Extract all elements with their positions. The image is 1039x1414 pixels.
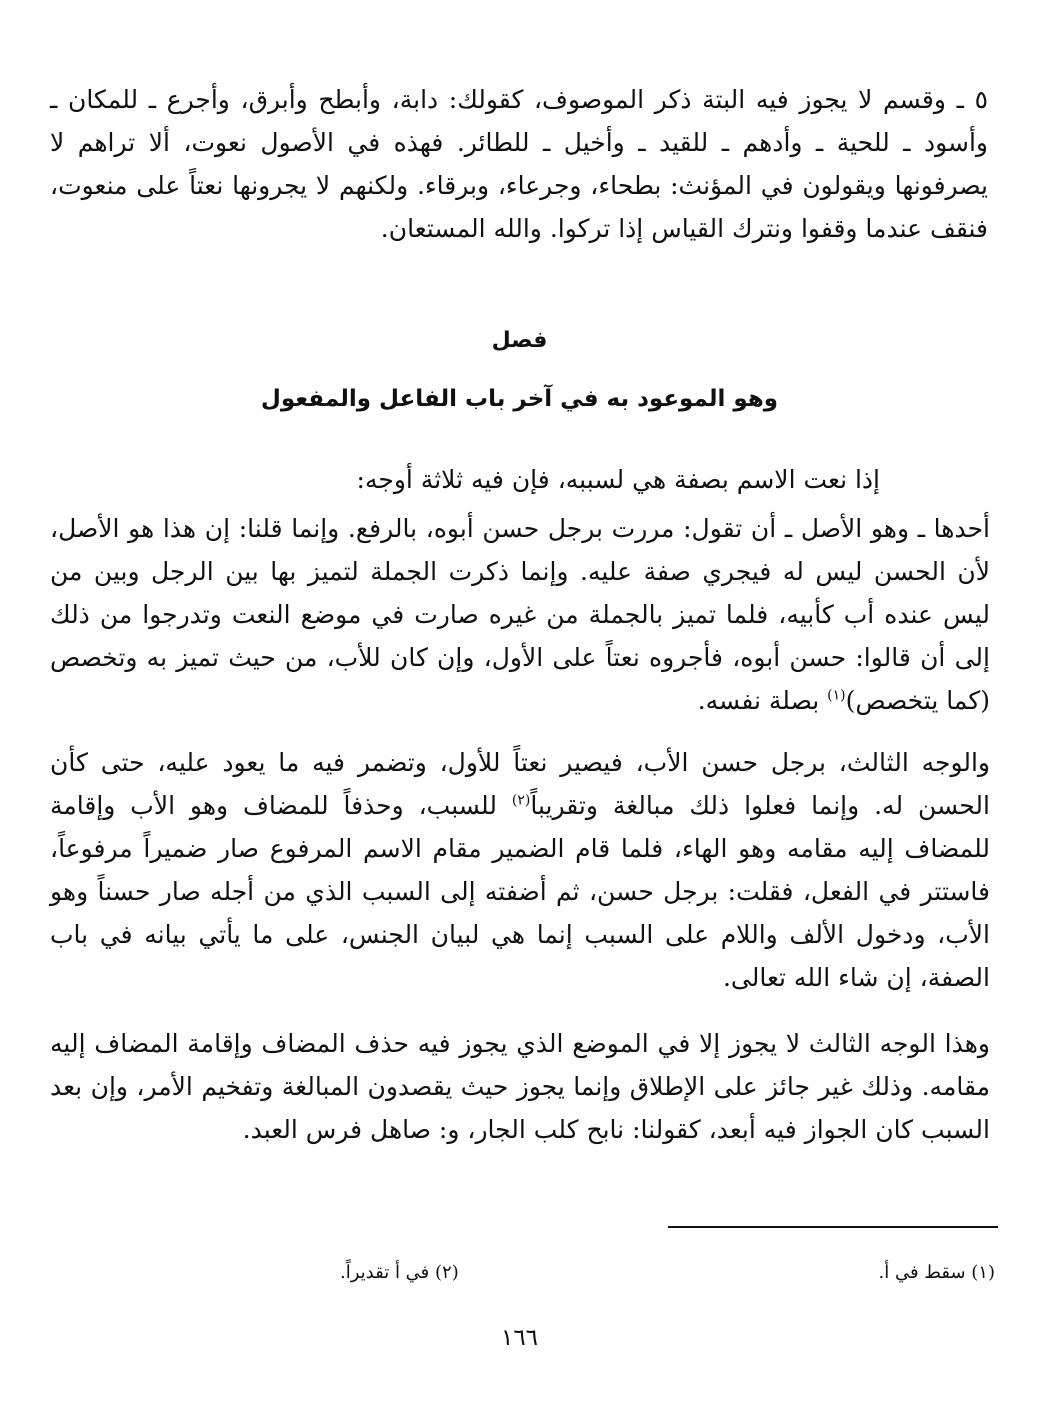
paragraph-first-aspect <box>50 507 990 722</box>
page-number: ١٦٦ <box>500 1325 539 1351</box>
section-heading: فصل <box>491 328 548 353</box>
paragraph-text: والوجه الثالث، برجل حسن الأب، فيصير نعتاً للأول، وتضمر فيه ما يعود عليه، حتى كأن الحسن له. وإنما فعلوا ذلك مبالغة وتقريباً <box>50 748 990 820</box>
paragraph-third-aspect <box>50 741 990 999</box>
footnote-1: (١) سقط في أ. <box>878 1262 995 1283</box>
footnote-marker: (٢) <box>511 792 531 809</box>
paragraph-three-aspects-intro: إذا نعت الاسم بصفة هي لسببه، فإن فيه ثلاثة أوجه: <box>356 465 880 494</box>
paragraph-text: للسبب، وحذفاً للمضاف وهو الأب وإقامة للمضاف إليه مقامه وهو الهاء، فلما قام الضمير مقام الاسم المرفوع صار ضميراً مرفوعاً، فاستتر في الفعل، فقلت: برجل حسن، ثم أضفته إلى السبب الذي من أجله صار حسناً وهو الأب، ودخول الألف واللام على السبب إنما هي لبيان الجنس، على ما يأتي بيانه في باب الصفة، إن شاء الله تعالى. <box>50 791 990 992</box>
footnote-marker: (١) <box>827 687 846 704</box>
section-subheading: وهو الموعود به في آخر باب الفاعل والمفعول <box>260 386 779 412</box>
paragraph-adjective-categories: ٥ ـ وقسم لا يجوز فيه البتة ذكر الموصوف، كقولك: دابة، وأبطح وأبرق، وأجرع ـ للمكان ـ وأسود ـ للحية ـ وأدهم ـ للقيد ـ وأخيل ـ للطائر. فهذه في الأصول نعوت، ألا تراهم لا يصرفونها ويقولون في المؤنث: بطحاء، وجرعاء، وبرقاء. ولكنهم لا يجرونها نعتاً على منعوت، فنقف عندما وقفوا ونترك القياس إذا تركوا. والله المستعان. <box>50 85 988 243</box>
footnote-2: (٢) في أ تقديراً. <box>340 1262 459 1283</box>
footnote-separator <box>668 1226 998 1228</box>
paragraph-third-aspect-conditions: وهذا الوجه الثالث لا يجوز إلا في الموضع الذي يجوز فيه حذف المضاف وإقامة المضاف إليه مقامه. وذلك غير جائز على الإطلاق وإنما يجوز حيث يقصدون المبالغة وتفخيم الأمر، وإن بعد السبب كان الجواز فيه أبعد، كقولنا: نابح كلب الجار، و: صاهل فرس العبد. <box>50 1029 990 1144</box>
paragraph-text: أحدها ـ وهو الأصل ـ أن تقول: مررت برجل حسن أبوه، بالرفع. وإنما قلنا: إن هذا هو الأصل، لأن الحسن ليس له فيجري صفة عليه. وإنما ذكرت الجملة لتميز بها بين الرجل وبين من ليس عنده أب كأبيه، فلما تميز بالجملة من غيره صارت في موضع النعت وتدرجوا من ذلك إلى أن قالوا: حسن أبوه، فأجروه نعتاً على الأول، وإن كان للأب، من حيث تميز به وتخصص (كما يتخصص) <box>50 514 990 715</box>
paragraph-text: بصلة نفسه. <box>697 686 828 715</box>
